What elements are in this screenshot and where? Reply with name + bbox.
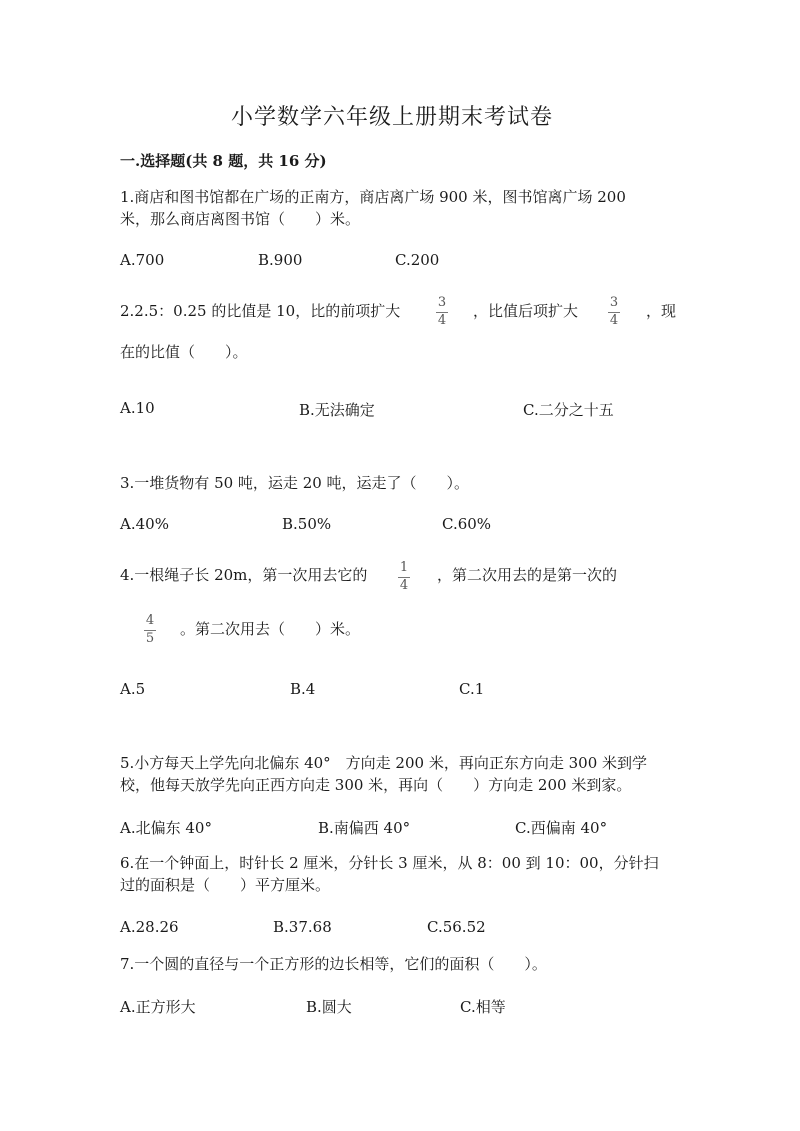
- question-text: 校，他每天放学先向正西方向走 300 米，再向（ ）方向走 200 米到家。: [120, 776, 632, 794]
- question-text: ，第二次用去的是第一次的: [437, 566, 618, 584]
- option-a[interactable]: A.5: [120, 680, 146, 698]
- question-text: ，比值后项扩大: [473, 302, 579, 320]
- fraction: [397, 561, 411, 593]
- section-heading: 一.选择题(共 8 题，共 16 分): [120, 152, 327, 170]
- fraction-denominator: 5: [145, 631, 155, 646]
- option-a[interactable]: A.10: [120, 399, 155, 417]
- option-c[interactable]: C.60%: [442, 515, 492, 533]
- option-c[interactable]: C.200: [395, 251, 440, 269]
- question-text: 1.商店和图书馆都在广场的正南方，商店离广场 900 米，图书馆离广场 200: [120, 188, 626, 206]
- option-b[interactable]: B.南偏西 40°: [318, 819, 411, 837]
- option-a[interactable]: A.正方形大: [120, 998, 196, 1016]
- option-b[interactable]: B.无法确定: [299, 401, 375, 419]
- option-c[interactable]: C.56.52: [427, 918, 486, 936]
- question-text: 3.一堆货物有 50 吨，运走 20 吨，运走了（ ）。: [120, 474, 470, 492]
- fraction-numerator: 4: [145, 613, 155, 628]
- fraction-numerator: 1: [399, 560, 409, 575]
- question-text: 2.2.5：0.25 的比值是 10，比的前项扩大: [120, 302, 401, 320]
- fraction: [607, 296, 621, 328]
- option-b[interactable]: B.37.68: [273, 918, 332, 936]
- option-c[interactable]: C.1: [459, 680, 485, 698]
- question-text: 4.一根绳子长 20m，第一次用去它的: [120, 566, 368, 584]
- question-text: 。第二次用去（ ）米。: [180, 620, 361, 638]
- fraction-denominator: 4: [399, 578, 409, 593]
- question-text: 6.在一个钟面上，时针长 2 厘米，分针长 3 厘米，从 8：00 到 10：00，分针扫: [120, 854, 659, 872]
- option-b[interactable]: B.50%: [282, 515, 332, 533]
- option-a[interactable]: A.28.26: [120, 918, 179, 936]
- option-a[interactable]: A.北偏东 40°: [120, 819, 212, 837]
- option-a[interactable]: A.40%: [120, 515, 169, 533]
- fraction-denominator: 4: [609, 313, 619, 328]
- page-title: 小学数学六年级上册期末考试卷: [231, 105, 554, 130]
- option-c[interactable]: C.西偏南 40°: [515, 819, 608, 837]
- option-c[interactable]: C.二分之十五: [523, 401, 614, 419]
- question-text: 5.小方每天上学先向北偏东 40° 方向走 200 米，再向正东方向走 300 米到学: [120, 754, 648, 772]
- fraction: [435, 296, 449, 328]
- question-text: 在的比值（ ）。: [120, 343, 248, 361]
- question-text: 过的面积是（ ）平方厘米。: [120, 876, 331, 894]
- option-b[interactable]: B.900: [258, 251, 303, 269]
- option-b[interactable]: B.圆大: [306, 998, 352, 1016]
- option-a[interactable]: A.700: [120, 251, 165, 269]
- fraction-denominator: 4: [437, 313, 447, 328]
- fraction: [143, 614, 157, 646]
- question-text: ，现: [646, 302, 677, 320]
- fraction-numerator: 3: [609, 295, 619, 310]
- question-text: 7.一个圆的直径与一个正方形的边长相等，它们的面积（ ）。: [120, 955, 547, 973]
- question-text: 米，那么商店离图书馆（ ）米。: [120, 210, 361, 228]
- option-b[interactable]: B.4: [290, 680, 316, 698]
- option-c[interactable]: C.相等: [460, 998, 506, 1016]
- fraction-numerator: 3: [437, 295, 447, 310]
